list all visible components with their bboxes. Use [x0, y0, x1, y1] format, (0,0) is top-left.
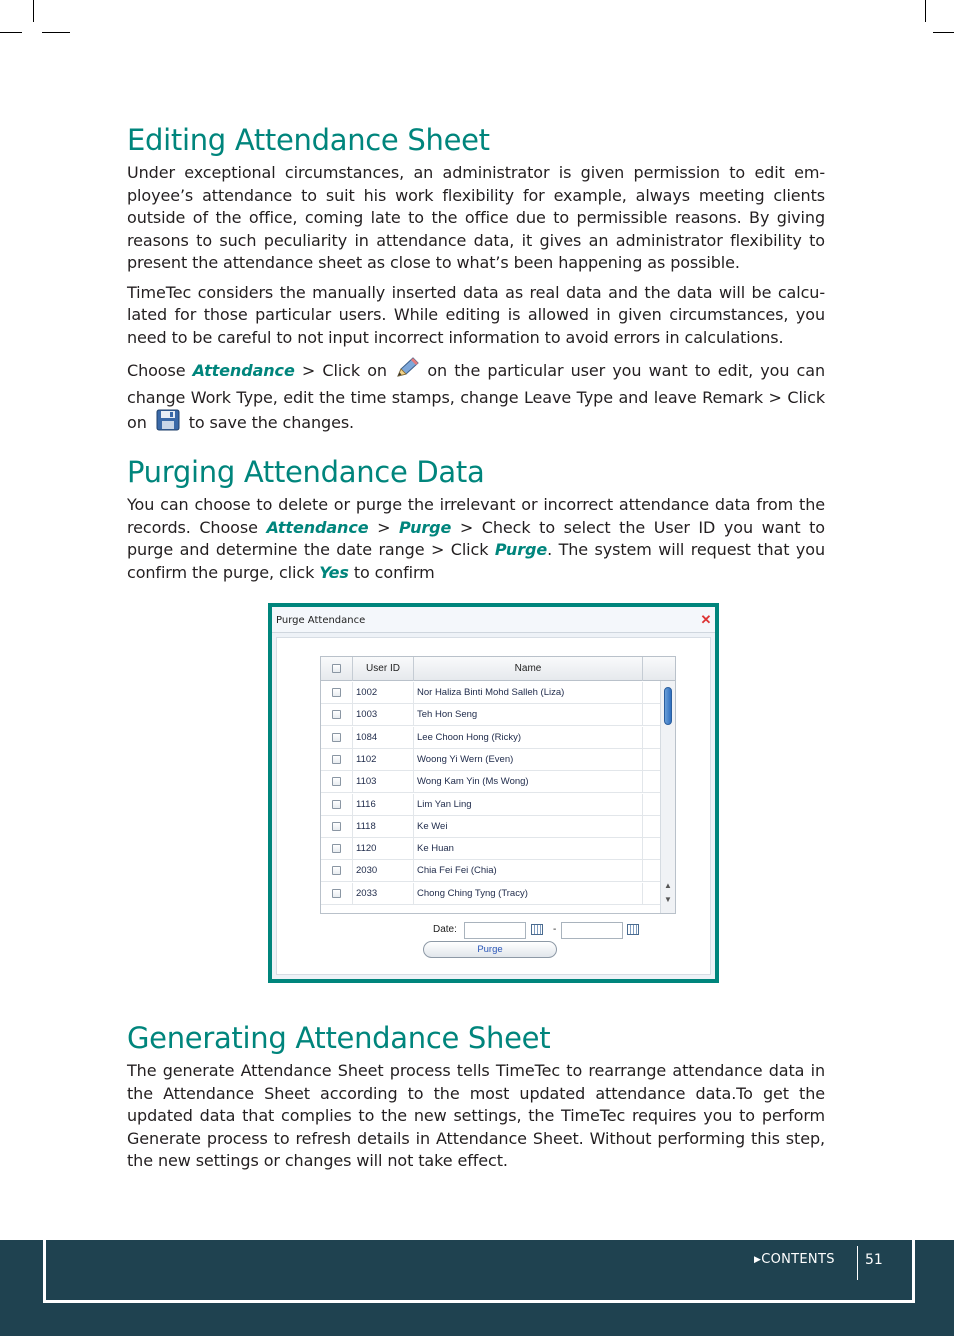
row-select-cell[interactable] [321, 704, 353, 726]
user-name-cell: Ke Wei [414, 816, 643, 838]
table-row[interactable] [321, 682, 660, 704]
purge-button[interactable]: Purge [423, 941, 557, 958]
row-checkbox[interactable] [332, 822, 341, 831]
row-checkbox[interactable] [332, 889, 341, 898]
text: . The system will request that you confirm the purge, click [127, 540, 826, 582]
user-name-cell: Nor Haliza Binti Mohd Salleh (Liza) [414, 682, 643, 704]
contents-link[interactable] [754, 1252, 835, 1267]
footer-rule [43, 1300, 915, 1303]
header-select-all[interactable] [321, 657, 353, 681]
paragraph: Under exceptional circumstances, an administrator is given permission to edit em-ployee’s attendance to suit his work flexibility for example, always meeting clients outside of the office, coming late to the office due to permissible reasons. By giving reasons to such peculiarity in attendance data, it gives an administrator flexibility to present the attendance sheet as close to what’s been happening as possible. [127, 163, 825, 272]
crop-mark [925, 0, 926, 22]
user-grid [320, 656, 676, 914]
row-select-cell[interactable] [321, 816, 353, 838]
paragraph-purge [127, 494, 825, 584]
text: > Check to select the User ID you want to purge and determine the date range > Click [127, 517, 825, 559]
row-checkbox[interactable] [332, 800, 341, 809]
keyword-yes: Yes [319, 562, 349, 582]
text: You can choose to delete or purge the irrelevant or incorrect attendance data from the records. Choose [127, 495, 825, 537]
grid-header [321, 657, 675, 681]
dialog-title: Purge Attendance [276, 615, 366, 626]
user-id-cell: 1103 [353, 771, 414, 793]
row-checkbox[interactable] [332, 777, 341, 786]
paragraph-choose [127, 356, 825, 438]
table-row[interactable] [321, 816, 660, 838]
user-id-cell: 1002 [353, 682, 414, 704]
dialog-body [276, 637, 711, 975]
row-checkbox[interactable] [332, 755, 341, 764]
user-id-cell: 1116 [353, 794, 414, 816]
page-number: 51 [865, 1252, 883, 1268]
dialog-titlebar [272, 607, 715, 633]
table-row[interactable] [321, 860, 660, 882]
text: to confirm [348, 562, 435, 582]
calendar-icon[interactable] [531, 924, 543, 935]
keyword-purge: Purge [399, 517, 452, 537]
text: to save the changes. [183, 412, 355, 432]
row-checkbox[interactable] [332, 710, 341, 719]
user-name-cell: Ke Huan [414, 838, 643, 860]
user-name-cell: Chia Fei Fei (Chia) [414, 860, 643, 882]
paragraph: TimeTec considers the manually inserted data as real data and the data will be calcu-lated for those particular users. While editing is allowed in given circumstances, you need to be careful to not input incorrect information to avoid errors in calculations. [127, 282, 825, 347]
row-select-cell[interactable] [321, 860, 353, 882]
paragraph: The generate Attendance Sheet process tells TimeTec to rearrange attendance data in the Attendance Sheet according to the most updated attendance data.To get the updated data that complies to the new settings, the TimeTec requires you to perform Generate process to refresh details in Attendance Sheet. Without performing this step, the new settings or changes will not take effect. [127, 1061, 825, 1170]
keyword-attendance: Attendance [266, 517, 369, 537]
user-name-cell: Lee Choon Hong (Ricky) [414, 727, 643, 749]
vertical-scrollbar[interactable] [660, 681, 675, 914]
section-title: Purging Attendance Data [127, 455, 485, 489]
page-footer [0, 1240, 954, 1336]
crop-mark [33, 0, 34, 22]
close-icon[interactable]: ✕ [700, 612, 712, 627]
crop-mark [933, 32, 954, 33]
user-name-cell: Chong Ching Tyng (Tracy) [414, 883, 643, 905]
text: > Click on [294, 360, 395, 380]
user-id-cell: 2033 [353, 883, 414, 905]
user-name-cell: Woong Yi Wern (Even) [414, 749, 643, 771]
row-select-cell[interactable] [321, 771, 353, 793]
text: on the particular user you want to edit, you can change Work Type, edit the time stamps, change Leave Type and leave Remark > Click on [127, 360, 825, 432]
table-row[interactable] [321, 749, 660, 771]
select-all-checkbox[interactable] [332, 664, 341, 673]
table-row[interactable] [321, 794, 660, 816]
user-id-cell: 1120 [353, 838, 414, 860]
crop-mark [42, 32, 70, 33]
date-range-row [277, 918, 712, 942]
table-row[interactable] [321, 883, 660, 905]
section-generating [127, 1021, 825, 1173]
table-row[interactable] [321, 727, 660, 749]
keyword-attendance: Attendance [192, 360, 295, 380]
scroll-thumb[interactable] [664, 687, 672, 725]
row-select-cell[interactable] [321, 794, 353, 816]
user-id-cell: 1102 [353, 749, 414, 771]
row-select-cell[interactable] [321, 883, 353, 905]
user-id-cell: 1003 [353, 704, 414, 726]
save-floppy-icon [156, 409, 180, 438]
column-header-name[interactable]: Name [414, 657, 643, 681]
section-editing [127, 123, 825, 438]
row-checkbox[interactable] [332, 733, 341, 742]
footer-rule [43, 1240, 46, 1302]
date-label: Date: [433, 924, 457, 935]
user-name-cell: Lim Yan Ling [414, 794, 643, 816]
pencil-edit-icon [394, 356, 420, 387]
crop-mark [0, 32, 22, 33]
play-arrow-icon: ▶ [754, 1255, 762, 1265]
keyword-purge: Purge [494, 540, 548, 559]
calendar-icon[interactable] [627, 924, 639, 935]
row-select-cell[interactable] [321, 749, 353, 771]
footer-separator [857, 1246, 858, 1280]
date-to-input[interactable] [561, 922, 623, 939]
text: > [368, 517, 400, 537]
section-title: Generating Attendance Sheet [127, 1021, 551, 1055]
user-id-cell: 2030 [353, 860, 414, 882]
scroll-down-arrow-icon[interactable]: ▼ [664, 895, 672, 904]
date-from-input[interactable] [464, 922, 526, 939]
contents-label: CONTENTS [761, 1252, 835, 1267]
purge-attendance-dialog [268, 603, 719, 983]
scroll-up-arrow-icon[interactable]: ▲ [664, 881, 672, 890]
table-row[interactable] [321, 838, 660, 860]
user-name-cell: Teh Hon Seng [414, 704, 643, 726]
row-checkbox[interactable] [332, 688, 341, 697]
user-name-cell: Wong Kam Yin (Ms Wong) [414, 771, 643, 793]
table-row[interactable] [321, 771, 660, 793]
user-id-cell: 1118 [353, 816, 414, 838]
column-header-user-id[interactable]: User ID [353, 657, 414, 681]
user-id-cell: 1084 [353, 727, 414, 749]
row-checkbox[interactable] [332, 866, 341, 875]
row-checkbox[interactable] [332, 844, 341, 853]
footer-rule [912, 1240, 915, 1303]
row-select-cell[interactable] [321, 838, 353, 860]
date-separator: - [553, 924, 557, 935]
section-purging [127, 455, 825, 584]
section-title: Editing Attendance Sheet [127, 123, 490, 157]
row-select-cell[interactable] [321, 727, 353, 749]
text: Choose [127, 360, 193, 380]
table-row[interactable] [321, 704, 660, 726]
row-select-cell[interactable] [321, 682, 353, 704]
